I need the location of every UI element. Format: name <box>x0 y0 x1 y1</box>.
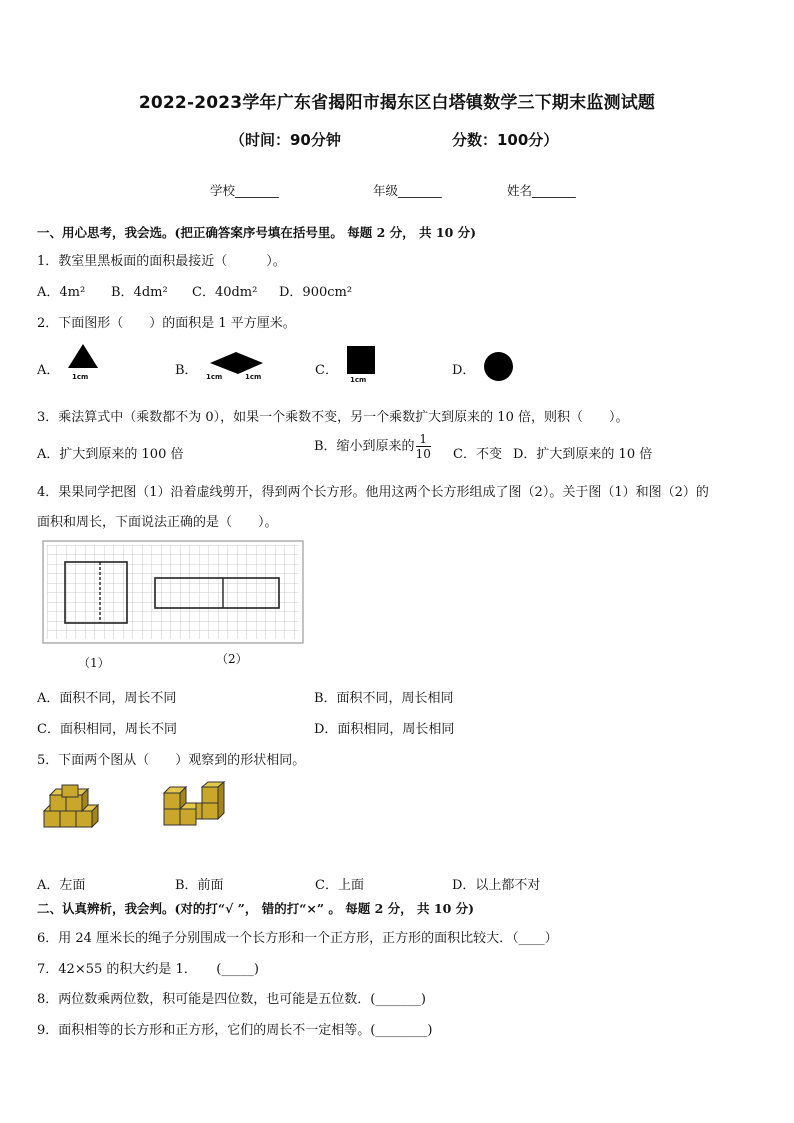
exam-time: （时间：90分钟 <box>230 131 341 149</box>
q3-option-c: C．不变 <box>453 447 502 462</box>
unit-label-a: 1cm <box>72 373 89 381</box>
q4-option-a: A．面积不同，周长不同 <box>37 691 177 706</box>
page-title: 2022-2023学年广东省揭阳市揭东区白塔镇数学三下期末监测试题 <box>138 93 656 113</box>
q3-option-b-text: B．缩小到原来的 <box>314 439 415 454</box>
exam-score: 分数：100分） <box>452 131 559 149</box>
fraction-one-tenth <box>416 432 431 461</box>
q2-option-d: D． <box>452 363 476 378</box>
school-field: 学校_______ <box>210 183 279 198</box>
circle-shape <box>484 352 513 381</box>
unit-label-b1: 1cm <box>206 373 223 381</box>
square-shape <box>347 346 375 374</box>
q1-option-b: B．4dm² <box>111 285 168 300</box>
section1-heading: 一、用心思考，我会选。(把正确答案序号填在括号里。 每题 2 分， 共 10 分) <box>37 225 477 240</box>
q3-option-d: D．扩大到原来的 10 倍 <box>513 447 653 462</box>
q1-option-d: D．900cm² <box>279 285 353 300</box>
q1-stem: 1．教室里黑板面的面积最接近（ ）。 <box>37 254 286 269</box>
q3-option-b <box>314 432 432 461</box>
fraction-numerator: 1 <box>416 432 431 447</box>
q2-option-a: A． <box>37 363 60 378</box>
unit-label-b2: 1cm <box>245 373 262 381</box>
q4-stem-line2: 面积和周长，下面说法正确的是（ ）。 <box>37 515 278 530</box>
grid-figure <box>42 540 304 644</box>
q3-stem: 3．乘法算式中（乘数都不为 0），如果一个乘数不变，另一个乘数扩大到原来的 10 倍，则积（ ）。 <box>37 410 629 425</box>
cube-stack-1 <box>42 783 104 831</box>
q7-stem: 7．42×55 的积大约是 1． (_____) <box>37 962 259 977</box>
fraction-denominator: 10 <box>415 447 431 461</box>
figure2-label: （2） <box>216 652 248 666</box>
rhombus-shape <box>208 350 266 374</box>
q9-stem: 9．面积相等的长方形和正方形，它们的周长不一定相等。(________) <box>37 1023 433 1038</box>
q3-option-a: A．扩大到原来的 100 倍 <box>37 447 184 462</box>
q4-option-b: B．面积不同，周长相同 <box>314 691 454 706</box>
q5-option-d: D．以上都不对 <box>452 878 541 893</box>
q1-option-a: A．4m² <box>37 285 86 300</box>
cube-stack-2 <box>162 781 228 829</box>
q5-stem: 5．下面两个图从（ ）观察到的形状相同。 <box>37 753 306 768</box>
q8-stem: 8．两位数乘两位数，积可能是四位数，也可能是五位数．(_______) <box>37 992 426 1007</box>
q6-stem: 6．用 24 厘米长的绳子分别围成一个长方形和一个正方形，正方形的面积比较大．（____） <box>37 931 558 946</box>
q5-option-a: A．左面 <box>37 878 86 893</box>
triangle-shape <box>66 343 102 377</box>
unit-label-c: 1cm <box>350 376 367 384</box>
q4-option-c: C．面积相同，周长不同 <box>37 722 177 737</box>
section2-heading: 二、认真辨析，我会判。(对的打“√ ”， 错的打“×” 。 每题 2 分， 共 10 分) <box>37 901 475 916</box>
q4-stem-line1: 4．果果同学把图（1）沿着虚线剪开，得到两个长方形。他用这两个长方形组成了图（2）。关于图（1）和图（2）的 <box>37 485 709 500</box>
name-field: 姓名_______ <box>507 183 576 198</box>
q4-option-d: D．面积相同，周长相同 <box>314 722 455 737</box>
q2-stem: 2．下面图形（ ）的面积是 1 平方厘米。 <box>37 316 296 331</box>
q1-option-c: C．40dm² <box>192 285 258 300</box>
q5-option-b: B．前面 <box>175 878 224 893</box>
q5-option-c: C．上面 <box>315 878 364 893</box>
grade-field: 年级_______ <box>373 183 442 198</box>
q2-option-c: C． <box>315 363 338 378</box>
q2-option-b: B． <box>175 363 198 378</box>
figure1-label: （1） <box>78 656 110 670</box>
